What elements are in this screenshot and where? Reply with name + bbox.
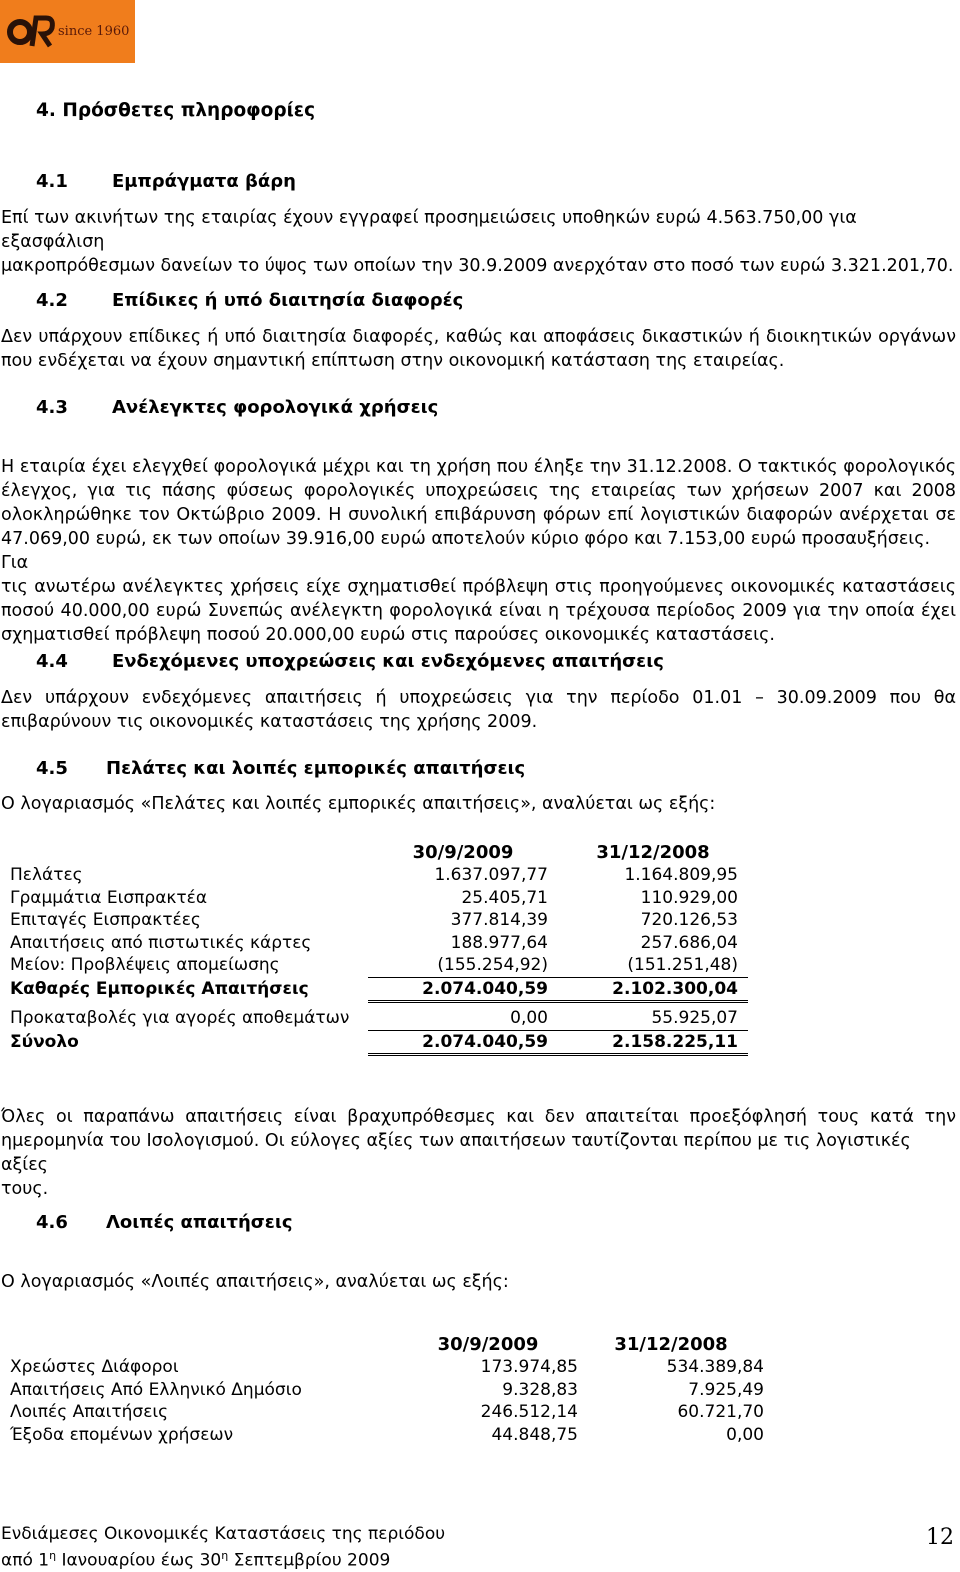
table-row [10,1424,764,1447]
section-4-1-paragraph [1,206,956,278]
row-value-1: 25.405,71 [461,887,548,908]
text-line: Δεν υπάρχουν επίδικες ή υπό διαιτησία διαφορές, καθώς και αποφάσεις δικαστικών ή διοικητικών οργάνων [1,327,956,347]
row-value-2: 110.929,00 [640,887,738,908]
column-header-31-12-2008: 31/12/2008 [614,1333,728,1355]
table-row [10,1356,764,1379]
table-row [10,932,748,955]
row-value-2: 0,00 [726,1424,764,1445]
row-value-1: 44.848,75 [491,1424,578,1445]
row-value-2: 55.925,07 [651,1008,738,1028]
other-receivables-table [10,1332,764,1446]
section-4-5-intro: Ο λογαριασμός «Πελάτες και λοιπές εμπορικές απαιτήσεις», αναλύεται ως εξής: [1,794,716,814]
row-label: Καθαρές Εμπορικές Απαιτήσεις [10,979,309,999]
table-row [10,864,748,887]
row-value-1: 173.974,85 [480,1357,578,1377]
table-row [10,887,748,910]
page-heading: 4. Πρόσθετες πληροφορίες [36,100,316,121]
footer-text: Σεπτεμβρίου 2009 [228,1550,391,1571]
table-row [10,909,748,932]
row-value-1: 9.328,83 [502,1379,578,1400]
footer-line-2 [1,1545,445,1572]
row-value-2: 7.925,49 [688,1379,764,1400]
section-4-2-title: Επίδικες ή υπό διαιτησία διαφορές [112,290,464,311]
footer-superscript: η [221,1549,229,1562]
row-value-2: 2.102.300,04 [558,977,738,1002]
row-value-1: (155.254,92) [437,955,548,975]
text-line: επιβαρύνουν τις οικονομικές καταστάσεις της χρήσης 2009. [1,712,538,732]
text-line: ολοκληρώθηκε τον Οκτώβριο 2009. Η συνολική επιβάρυνση φόρων επί λογιστικών διαφορών ανέρχεται σε [1,505,956,525]
section-4-4-title: Ενδεχόμενες υποχρεώσεις και ενδεχόμενες απαιτήσεις [112,651,664,672]
row-value-1: 1.637.097,77 [434,865,548,885]
text-line: έλεγχος, για τις πάσης φύσεως φορολογικές υποχρεώσεις της εταιρείας των χρήσεων 2007 και 2008 [1,481,956,501]
section-4-3-number: 4.3 [36,397,68,418]
row-value-2: 2.158.225,11 [558,1030,738,1055]
text-line: Όλες οι παραπάνω απαιτήσεις είναι βραχυπρόθεσμες και δεν απαιτείται προεξόφλησή τους κατά την [1,1107,956,1127]
section-4-5-number: 4.5 [36,758,68,779]
row-label: Απαιτήσεις από πιστωτικές κάρτες [10,932,312,953]
row-value-1: 188.977,64 [450,932,548,953]
company-logo [0,0,135,63]
table-row [10,1401,764,1424]
section-4-3-title: Ανέλεγκτες φορολογικά χρήσεις [112,397,439,418]
text-line: Επί των ακινήτων της εταιρίας έχουν εγγραφεί προσημειώσεις υποθηκών ευρώ 4.563.750,00 για εξασφάλιση [1,208,857,252]
footer-text: από 1 [1,1550,50,1571]
section-4-6-number: 4.6 [36,1212,68,1233]
row-label: Σύνολο [10,1032,79,1052]
page-footer [1,1524,445,1572]
text-line: μακροπρόθεσμων δανείων το ύψος των οποίων την 30.9.2009 ανερχόταν στο ποσό των ευρώ 3.321.201,70. [1,256,954,276]
row-label: Προκαταβολές για αγορές αποθεμάτων [10,1007,350,1028]
section-4-1-number: 4.1 [36,171,68,192]
page-number: 12 [926,1525,954,1550]
section-4-6-title: Λοιπές απαιτήσεις [106,1212,293,1233]
text-line: σχηματισθεί πρόβλεψη ποσού 20.000,00 ευρώ στις παρούσες οικονομικές καταστάσεις. [1,625,775,645]
row-label: Απαιτήσεις Από Ελληνικό Δημόσιο [10,1379,302,1400]
text-line: ημερομηνία του Ισολογισμού. Οι εύλογες αξίες των απαιτήσεων ταυτίζονται περίπου με τις λογιστικές αξίες [1,1131,911,1175]
row-label: Χρεώστες Διάφοροι [10,1357,179,1377]
row-value-2: 257.686,04 [640,932,738,953]
net-trade-receivables-row [10,977,748,1002]
total-row [10,1030,748,1055]
row-value-2: 1.164.809,95 [624,865,738,885]
section-4-2-number: 4.2 [36,290,68,311]
table-row [10,1379,764,1402]
text-line: τους. [1,1179,49,1199]
column-header-31-12-2008: 31/12/2008 [596,841,710,863]
section-4-6-intro: Ο λογαριασμός «Λοιπές απαιτήσεις», αναλύεται ως εξής: [1,1272,509,1292]
footer-line-1: Ενδιάμεσες Οικονομικές Καταστάσεις της περιόδου [1,1524,446,1544]
section-4-4-paragraph [1,686,956,734]
row-value-1: 2.074.040,59 [368,1030,548,1055]
row-label: Έξοδα επομένων χρήσεων [10,1424,234,1445]
section-4-5-note [1,1105,956,1201]
footer-superscript: η [49,1549,57,1562]
row-label: Λοιπές Απαιτήσεις [10,1402,169,1422]
row-label: Μείον: Προβλέψεις απομείωσης [10,955,280,976]
logo-tagline: since 1960 [58,24,130,39]
text-line: τις ανωτέρω ανέλεγκτες χρήσεις είχε σχηματισθεί πρόβλεψη στις προηγούμενες οικονομικές καταστάσεις [1,577,956,597]
section-4-4-number: 4.4 [36,651,68,672]
row-value-1: 377.814,39 [450,910,548,930]
row-value-1: 2.074.040,59 [368,977,548,1002]
section-4-1-title: Εμπράγματα βάρη [112,171,296,192]
text-line: 47.069,00 ευρώ, εκ των οποίων 39.916,00 ευρώ αποτελούν κύριο φόρο και 7.153,00 ευρώ προσαυξήσεις. Για [1,529,931,573]
row-value-2: 720.126,53 [640,910,738,930]
section-4-5-title: Πελάτες και λοιπές εμπορικές απαιτήσεις [106,758,526,779]
trade-receivables-table [10,840,748,1056]
column-header-30-9-2009: 30/9/2009 [437,1333,539,1355]
row-value-2: (151.251,48) [627,955,738,975]
table-header-row [10,1332,764,1356]
row-value-2: 60.721,70 [677,1402,764,1422]
text-line: Η εταιρία έχει ελεγχθεί φορολογικά μέχρι και τη χρήση που έληξε την 31.12.2008. Ο τακτικός φορολογικός [1,457,956,477]
row-value-2: 534.389,84 [666,1357,764,1377]
text-line: Δεν υπάρχουν ενδεχόμενες απαιτήσεις ή υποχρεώσεις για την περίοδο 01.01 – 30.09.2009 που θα [1,688,956,708]
text-line: που ενδέχεται να έχουν σημαντική επίπτωση στην οικονομική κατάσταση της εταιρείας. [1,351,785,371]
row-label: Γραμμάτια Εισπρακτέα [10,887,208,908]
row-label: Επιταγές Εισπρακτέες [10,910,201,930]
column-header-30-9-2009: 30/9/2009 [412,841,514,863]
row-value-1: 246.512,14 [480,1402,578,1422]
logo-mark-icon [6,10,56,52]
footer-text: Ιανουαρίου έως 30 [56,1550,222,1571]
row-label: Πελάτες [10,865,83,885]
text-line: ποσού 40.000,00 ευρώ Συνεπώς ανέλεγκτη φορολογικά είναι η τρέχουσα περίοδος 2009 για την οποία έχει [1,601,956,621]
row-value-1: 0,00 [510,1008,548,1028]
table-row [10,954,748,977]
section-4-3-paragraph [1,455,956,647]
advances-row [10,1002,748,1031]
section-4-2-paragraph [1,325,956,373]
table-header-row [10,840,748,864]
